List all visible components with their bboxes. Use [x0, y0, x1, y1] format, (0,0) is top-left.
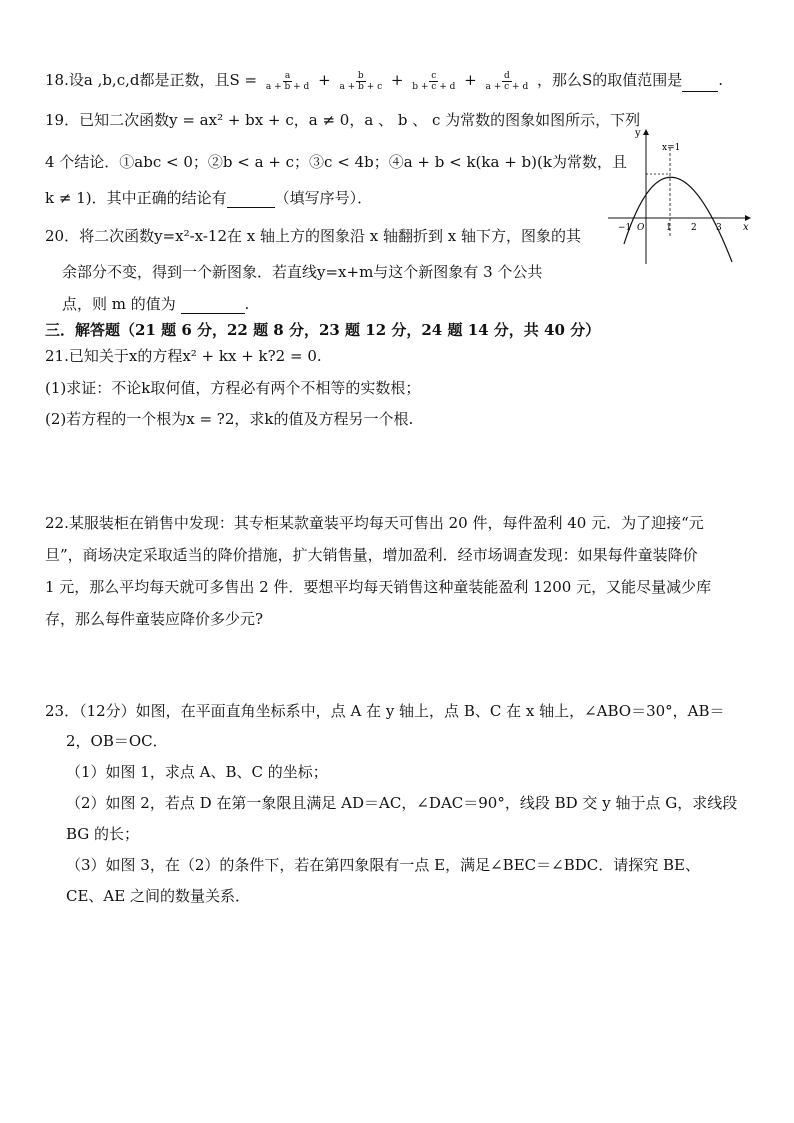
answer-blank	[227, 193, 275, 208]
question-23-line-2: 2，OB＝OC．	[66, 732, 168, 750]
question-21-part-2: (2)若方程的一个根为x = ?2，求k的值及方程另一个根.	[45, 410, 414, 428]
q20-l3b: .	[244, 295, 250, 313]
question-20-line-3	[62, 294, 249, 314]
question-19-line-1: 19．已知二次函数y = ax² + bx + c，a ≠ 0，a 、 b 、 c 为常数的图象如图所示，下列	[45, 111, 641, 129]
q18-end: .	[718, 71, 724, 89]
question-19-line-2: 4 个结论．①abc < 0；②b < a + c；③c < 4b；④a + b < k(ka + b)(k为常数，且	[45, 153, 627, 171]
q18-prefix: 18.设a ,b,c,d都是正数，且S =	[45, 71, 258, 89]
question-21-line-1: 21.已知关于x的方程x² + kx + k?2 = 0.	[45, 347, 322, 365]
x-axis-label: x	[743, 222, 749, 233]
frac2-den: a + b + c	[339, 81, 383, 92]
frac1-den: a + b + d	[265, 81, 310, 92]
tick-label-2: 2	[691, 223, 697, 233]
q18-frac-4	[484, 71, 531, 92]
question-23-part-3: （3）如图 3，在（2）的条件下，若在第四象限有一点 E，满足∠BEC＝∠BDC．请探究 BE、	[66, 856, 700, 874]
origin-label: O	[637, 223, 645, 233]
question-23-line-1: 23．（12分）如图，在平面直角坐标系中，点 A 在 y 轴上，点 B、C 在 x 轴上，∠ABO＝30°，AB＝	[45, 702, 725, 720]
q19-l3a: k ≠ 1)．其中正确的结论有	[45, 189, 227, 207]
frac3-den: b + c + d	[412, 81, 456, 92]
frac4-den: a + c + d	[485, 81, 529, 92]
question-23-part-2: （2）如图 2，若点 D 在第一象限且满足 AD＝AC，∠DAC＝90°，线段 BD 交 y 轴于点 G，求线段	[66, 794, 738, 812]
frac1-num: a	[284, 70, 291, 81]
q19-l3b: （填写序号）．	[274, 189, 373, 207]
symmetry-axis-label: x=1	[662, 143, 681, 153]
q20-l3a: 点，则 m 的值为	[62, 295, 176, 313]
question-23-part-2-cont: BG 的长；	[66, 825, 140, 843]
section-3-heading: 三．解答题（21 题 6 分，22 题 8 分，23 题 12 分，24 题 14 分，共 40 分）	[45, 321, 601, 339]
frac3-num: c	[431, 70, 437, 81]
parabola-graph	[604, 126, 754, 266]
tick-label-3: 3	[716, 223, 722, 233]
frac4-num: d	[503, 70, 510, 81]
plus-3: +	[464, 71, 477, 89]
plus-2: +	[390, 71, 404, 89]
q18-suffix: ，那么S的取值范围是	[537, 71, 683, 89]
question-23-part-1: （1）如图 1，求点 A、B、C 的坐标；	[66, 763, 328, 781]
question-22-line-2: 旦”，商场决定采取适当的降价措施，扩大销售量，增加盈利．经市场调查发现：如果每件童装降价	[45, 546, 698, 564]
question-21-part-1: (1)求证：不论k取何值，方程必有两个不相等的实数根；	[45, 379, 421, 397]
question-20-line-1: 20．将二次函数y=x²-x-12在 x 轴上方的图象沿 x 轴翻折到 x 轴下方，图象的其	[45, 227, 582, 245]
tick-label-1: 1	[666, 223, 672, 233]
question-23-part-3-cont: CE、AE 之间的数量关系．	[66, 887, 250, 905]
question-18	[45, 70, 723, 92]
q18-frac-1	[264, 71, 311, 92]
q18-frac-2	[337, 71, 384, 92]
y-axis-label: y	[635, 128, 641, 139]
question-22-line-4: 存，那么每件童装应降价多少元?	[45, 610, 264, 628]
frac2-num: b	[357, 70, 364, 81]
question-22-line-3: 1 元，那么平均每天就可多售出 2 件．要想平均每天销售这种童装能盈利 1200 元，又能尽量减少库	[45, 578, 712, 596]
answer-blank	[181, 299, 245, 314]
tick-label-neg1: −1	[618, 223, 632, 233]
q18-frac-3	[410, 71, 457, 92]
answer-blank	[682, 77, 718, 92]
plus-1: +	[318, 71, 331, 89]
question-22-line-1: 22.某服装柜在销售中发现：其专柜某款童装平均每天可售出 20 件，每件盈利 40 元．为了迎接“元	[45, 514, 704, 532]
question-19-line-3	[45, 188, 372, 208]
question-20-line-2: 余部分不变，得到一个新图象．若直线y=x+m与这个新图象有 3 个公共	[62, 263, 543, 281]
parabola-curve	[624, 177, 732, 262]
